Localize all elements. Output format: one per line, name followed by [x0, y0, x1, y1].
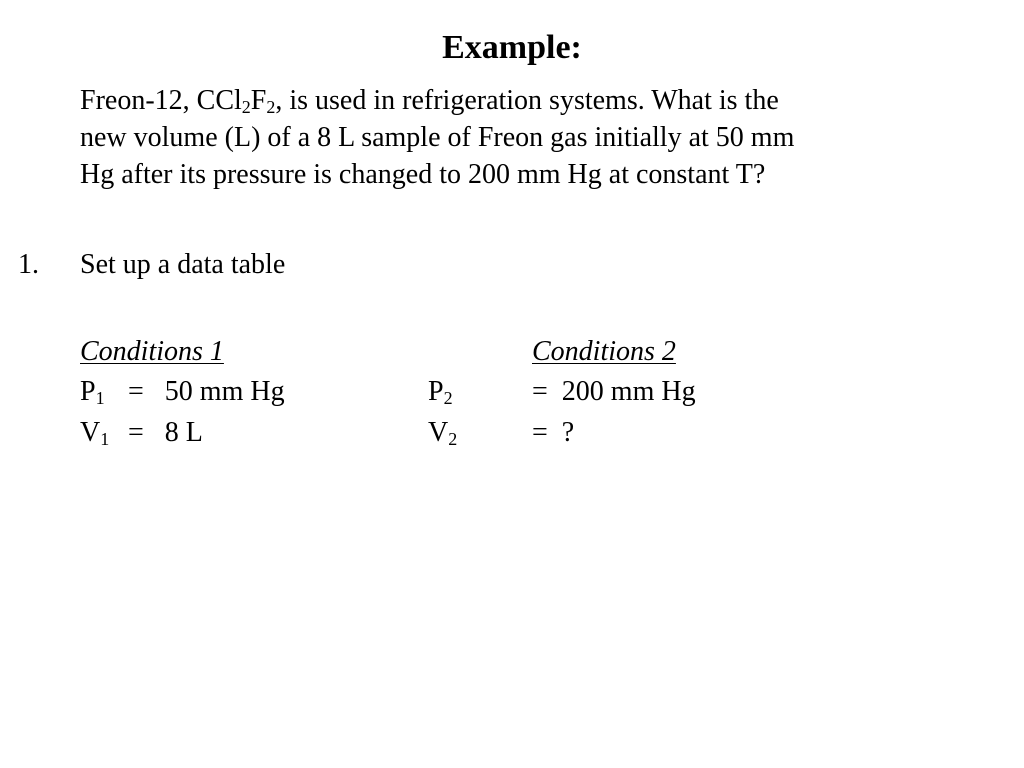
problem-line-1	[80, 82, 990, 119]
formula-subscript-f: 2	[266, 97, 276, 117]
v2-subscript: 2	[448, 429, 458, 449]
v1-value: = 8 L	[128, 417, 203, 448]
v1-var: V	[80, 417, 101, 448]
problem-line-2: new volume (L) of a 8 L sample of Freon gas initially at 50 mm	[80, 122, 795, 153]
problem-line-1-start: Freon-12, CCl	[80, 85, 242, 116]
formula-fluorine: F	[250, 85, 267, 116]
v1-subscript: 1	[100, 429, 110, 449]
conditions-1-heading: Conditions 1	[80, 336, 224, 367]
step-number: 1.	[18, 249, 39, 280]
v1-label	[80, 414, 109, 451]
p1-label	[80, 373, 105, 410]
problem-statement	[80, 82, 990, 193]
conditions-2-heading: Conditions 2	[532, 336, 676, 367]
formula-subscript-cl: 2	[241, 97, 251, 117]
problem-line-1-end: , is used in refrigeration systems. What is the	[275, 85, 779, 116]
slide-title: Example:	[442, 29, 582, 66]
problem-line-3: Hg after its pressure is changed to 200 mm Hg at constant T?	[80, 159, 766, 190]
p2-label	[428, 373, 453, 410]
v2-value: = ?	[532, 417, 575, 448]
p1-subscript: 1	[95, 388, 105, 408]
step-text: Set up a data table	[80, 249, 286, 280]
p2-value: = 200 mm Hg	[532, 376, 696, 407]
p2-subscript: 2	[443, 388, 453, 408]
v2-var: V	[428, 417, 449, 448]
p1-value: = 50 mm Hg	[128, 376, 285, 407]
p2-var: P	[428, 376, 444, 407]
p1-var: P	[80, 376, 96, 407]
v2-label	[428, 414, 457, 451]
